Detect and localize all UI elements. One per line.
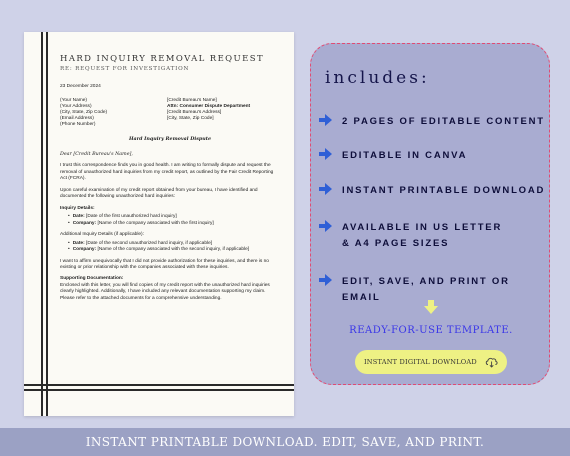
document-date: 23 December 2024 xyxy=(60,84,101,90)
inquiry-list xyxy=(68,214,280,227)
feature-item xyxy=(319,220,502,252)
sender-line: (Your Name) xyxy=(60,98,88,104)
paragraph: Enclosed with this letter, you will find copies of my credit report with the unauthorized hard inquiries clearly highlighted. Additionally, I have included any relevant documentation supporting my claim. Please refer to the attached documents for a comprehensive understanding. xyxy=(60,282,270,301)
ready-for-use-text: READY-FOR-USE TEMPLATE. xyxy=(349,325,513,336)
border-line xyxy=(41,32,43,416)
includes-panel xyxy=(310,43,550,385)
list-item: • Date: [Date of the second unauthorized hard inquiry, if applicable] xyxy=(68,241,280,247)
inquiry-details-label: Inquiry Details: xyxy=(60,205,95,211)
right-arrow-icon xyxy=(319,183,332,195)
recipient-line: Attn: Consumer Dispute Department xyxy=(167,104,251,110)
letter-heading: Hard Inquiry Removal Dispute xyxy=(128,136,212,143)
bottom-banner xyxy=(0,428,570,456)
feature-item xyxy=(319,114,545,130)
additional-list xyxy=(68,241,280,254)
paragraph: I trust this correspondence finds you in good health. I am writing to formally dispute and request the removal of unauthorized hard inquiries from my credit report, as outlined by the Fair Credit Reporting Act (FCRA). xyxy=(60,163,274,182)
feature-text: & A4 PAGE SIZES xyxy=(342,238,450,249)
recipient-address xyxy=(167,98,274,128)
sender-line: (Phone Number) xyxy=(60,122,96,128)
supporting-documentation-label: Supporting Documentation: xyxy=(60,276,124,282)
list-item: • Company: [Name of the company associated with the first inquiry] xyxy=(68,221,280,227)
instant-download-button[interactable] xyxy=(355,350,507,374)
feature-text: EDIT, SAVE, AND PRINT OR EMAIL xyxy=(342,276,510,303)
feature-text: INSTANT PRINTABLE DOWNLOAD xyxy=(342,185,546,196)
paragraph: Upon careful examination of my credit report obtained from your bureau, I have identified and documented the following unauthorized hard inquiries: xyxy=(60,187,258,200)
salutation: Dear [Credit Bureau's Name], xyxy=(60,151,133,157)
feature-text-group xyxy=(342,220,502,252)
button-label: INSTANT DIGITAL DOWNLOAD xyxy=(364,358,477,366)
address-block xyxy=(60,98,280,128)
document-preview xyxy=(24,32,294,416)
feature-item xyxy=(319,183,545,199)
document-title: HARD INQUIRY REMOVAL REQUEST xyxy=(60,54,265,64)
sender-line: (City, State, Zip Code) xyxy=(60,110,108,116)
cloud-download-icon xyxy=(485,356,498,368)
recipient-line: [Credit Bureau's Name] xyxy=(167,98,217,104)
right-arrow-icon xyxy=(319,220,332,232)
recipient-line: [Credit Bureau's Address] xyxy=(167,110,222,116)
down-arrow-icon xyxy=(424,300,438,314)
additional-details-label: Additional Inquiry Details (if applicable): xyxy=(60,232,144,238)
feature-text: AVAILABLE IN US LETTER xyxy=(342,222,503,233)
sender-address xyxy=(60,98,167,128)
sender-line: (Your Address) xyxy=(60,104,92,110)
sender-line: (Email Address) xyxy=(60,116,94,122)
right-arrow-icon xyxy=(319,114,332,126)
right-arrow-icon xyxy=(319,274,332,286)
list-item: • Company: [Name of the company associated with the second inquiry, if applicable] xyxy=(68,247,280,253)
right-arrow-icon xyxy=(319,148,332,160)
document-content xyxy=(60,54,280,406)
bottom-banner-text: INSTANT PRINTABLE DOWNLOAD. EDIT, SAVE, AND PRINT. xyxy=(85,435,485,449)
includes-heading: includes: xyxy=(325,68,430,88)
document-subtitle: RE: REQUEST FOR INVESTIGATION xyxy=(60,66,190,73)
list-item: • Date: [Date of the first unauthorized hard inquiry] xyxy=(68,214,280,220)
recipient-line: [City, State, Zip Code] xyxy=(167,116,214,122)
border-line xyxy=(46,32,48,416)
feature-item xyxy=(319,148,467,164)
paragraph: I want to affirm unequivocally that I did not provide authorization for these inquiries, and there is no existing or prior relationship with the companies associated with these inquiries. xyxy=(60,258,269,270)
feature-text: 2 PAGES OF EDITABLE CONTENT xyxy=(342,116,545,127)
feature-text: EDITABLE IN CANVA xyxy=(342,150,468,161)
